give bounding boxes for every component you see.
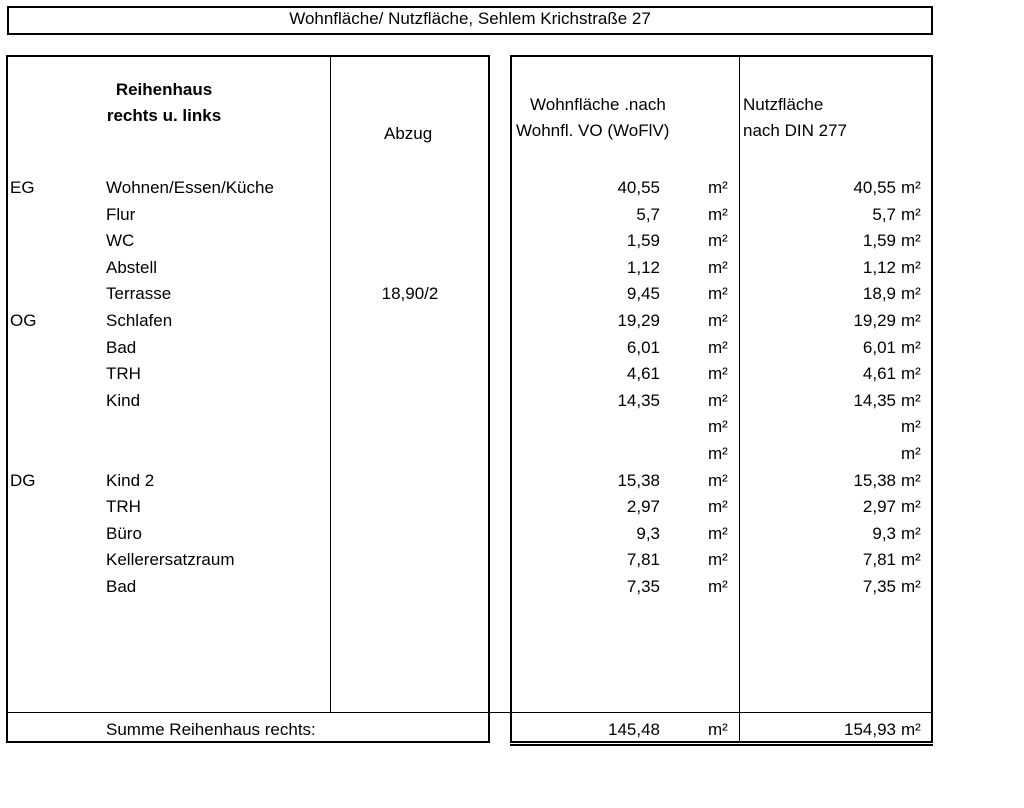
wohnflaeche-unit: m² xyxy=(708,497,728,516)
nutzflaeche-value: 1,59 xyxy=(862,231,896,250)
nutzflaeche-value: 40,55 xyxy=(853,178,896,197)
nutzflaeche-value: 19,29 xyxy=(853,311,896,330)
wohnflaeche-unit: m² xyxy=(708,417,728,436)
room-name: Terrasse xyxy=(106,284,172,303)
nutzflaeche-unit: m² xyxy=(901,524,921,543)
nutzflaeche-value: 4,61 xyxy=(862,364,896,383)
sum-double-underline xyxy=(510,744,933,746)
wohnflaeche-value: 4,61 xyxy=(626,364,660,383)
left-table-frame xyxy=(6,55,490,743)
wohnflaeche-value: 15,38 xyxy=(617,471,660,490)
header-rechts-links: rechts u. links xyxy=(106,106,222,125)
nutzflaeche-unit: m² xyxy=(901,391,921,410)
wohnflaeche-value: 2,97 xyxy=(626,497,660,516)
wohnflaeche-value: 14,35 xyxy=(617,391,660,410)
nutzflaeche-value: 6,01 xyxy=(862,338,896,357)
nutzflaeche-unit: m² xyxy=(901,178,921,197)
header-nutzflaeche-2: nach DIN 277 xyxy=(743,121,847,140)
room-name: WC xyxy=(106,231,135,250)
room-name: Kellerersatzraum xyxy=(106,550,235,569)
nutzflaeche-value: 2,97 xyxy=(862,497,896,516)
wohnflaeche-value: 9,45 xyxy=(626,284,660,303)
header-abzug: Abzug xyxy=(384,124,433,143)
wohnflaeche-unit: m² xyxy=(708,364,728,383)
nutzflaeche-value: 5,7 xyxy=(872,205,896,224)
wohnflaeche-value: 5,7 xyxy=(636,205,660,224)
nutzflaeche-unit: m² xyxy=(901,338,921,357)
room-name: Bad xyxy=(106,577,137,596)
wohnflaeche-value: 1,12 xyxy=(626,258,660,277)
nutzflaeche-value: 7,81 xyxy=(862,550,896,569)
floor-label: OG xyxy=(10,311,37,330)
wohnflaeche-unit: m² xyxy=(708,311,728,330)
nutzflaeche-unit: m² xyxy=(901,471,921,490)
room-name: Wohnen/Essen/Küche xyxy=(106,178,274,197)
sum-nutzflaeche-unit: m² xyxy=(901,720,921,739)
nutzflaeche-unit: m² xyxy=(901,205,921,224)
wohnflaeche-unit: m² xyxy=(708,471,728,490)
wohnflaeche-value: 7,81 xyxy=(626,550,660,569)
room-name: Abstell xyxy=(106,258,158,277)
abzug-value: 18,90/2 xyxy=(381,284,439,303)
room-name: Kind xyxy=(106,391,141,410)
nutzflaeche-unit: m² xyxy=(901,231,921,250)
wohnflaeche-unit: m² xyxy=(708,178,728,197)
wohnflaeche-unit: m² xyxy=(708,391,728,410)
room-name: Büro xyxy=(106,524,142,543)
nutzflaeche-unit: m² xyxy=(901,577,921,596)
room-name: Schlafen xyxy=(106,311,173,330)
nf-column-divider xyxy=(739,56,740,742)
nutzflaeche-value: 14,35 xyxy=(853,391,896,410)
sum-separator xyxy=(7,712,932,713)
wohnflaeche-unit: m² xyxy=(708,577,728,596)
nutzflaeche-unit: m² xyxy=(901,311,921,330)
sum-label: Summe Reihenhaus rechts: xyxy=(106,720,316,739)
nutzflaeche-unit: m² xyxy=(901,364,921,383)
floor-label: EG xyxy=(10,178,35,197)
wohnflaeche-unit: m² xyxy=(708,258,728,277)
header-nutzflaeche-1: Nutzfläche xyxy=(743,95,824,114)
nutzflaeche-value: 7,35 xyxy=(862,577,896,596)
header-reihenhaus: Reihenhaus xyxy=(115,80,213,99)
floor-label: DG xyxy=(10,471,36,490)
room-name: Bad xyxy=(106,338,137,357)
wohnflaeche-value: 19,29 xyxy=(617,311,660,330)
nutzflaeche-unit: m² xyxy=(901,258,921,277)
wohnflaeche-unit: m² xyxy=(708,444,728,463)
wohnflaeche-unit: m² xyxy=(708,550,728,569)
wohnflaeche-unit: m² xyxy=(708,338,728,357)
wohnflaeche-unit: m² xyxy=(708,231,728,250)
sum-wohnflaeche-unit: m² xyxy=(708,720,728,739)
room-name: TRH xyxy=(106,364,141,383)
nutzflaeche-value: 1,12 xyxy=(862,258,896,277)
nutzflaeche-unit: m² xyxy=(901,550,921,569)
nutzflaeche-unit: m² xyxy=(901,284,921,303)
nutzflaeche-unit: m² xyxy=(901,497,921,516)
wohnflaeche-value: 6,01 xyxy=(626,338,660,357)
wohnflaeche-unit: m² xyxy=(708,284,728,303)
nutzflaeche-unit: m² xyxy=(901,417,921,436)
room-name: Kind 2 xyxy=(106,471,155,490)
wohnflaeche-value: 40,55 xyxy=(617,178,660,197)
nutzflaeche-value: 15,38 xyxy=(853,471,896,490)
header-wohnflaeche-1: Wohnfläche .nach xyxy=(530,95,666,114)
header-wohnflaeche-2: Wohnfl. VO (WoFlV) xyxy=(516,121,670,140)
wohnflaeche-unit: m² xyxy=(708,205,728,224)
nutzflaeche-value: 9,3 xyxy=(872,524,896,543)
room-name: TRH xyxy=(106,497,141,516)
sum-nutzflaeche: 154,93 xyxy=(844,720,896,739)
wohnflaeche-value: 9,3 xyxy=(636,524,660,543)
wohnflaeche-value: 7,35 xyxy=(626,577,660,596)
wohnflaeche-value: 1,59 xyxy=(626,231,660,250)
abzug-column-divider xyxy=(330,56,331,712)
room-name: Flur xyxy=(106,205,136,224)
nutzflaeche-value: 18,9 xyxy=(862,284,896,303)
nutzflaeche-unit: m² xyxy=(901,444,921,463)
sum-wohnflaeche: 145,48 xyxy=(608,720,660,739)
wohnflaeche-unit: m² xyxy=(708,524,728,543)
page-title: Wohnfläche/ Nutzfläche, Sehlem Krichstraße 27 xyxy=(289,9,651,28)
